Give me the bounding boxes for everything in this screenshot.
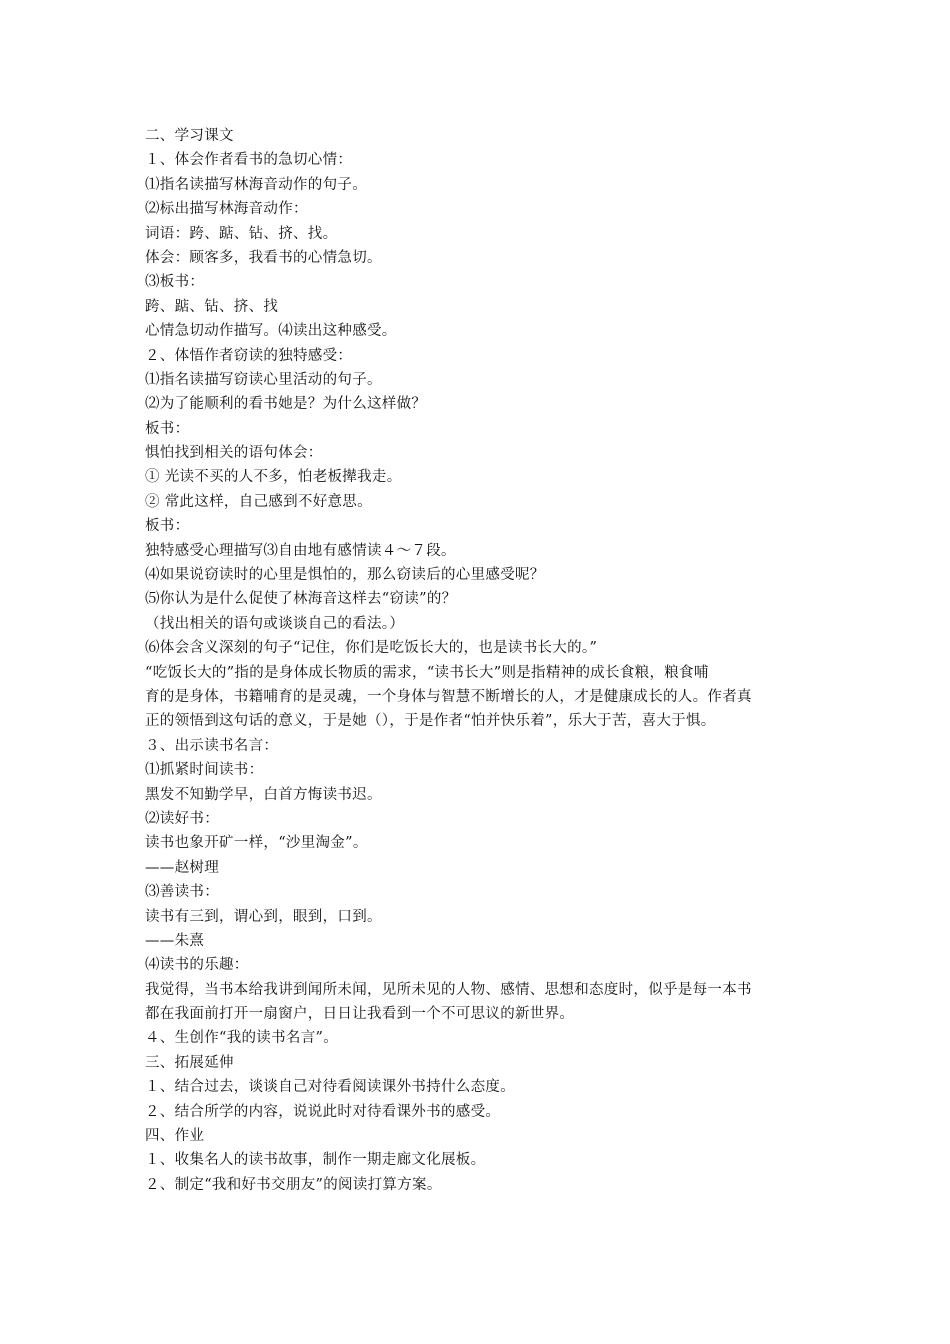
text-line: 惧怕找到相关的语句体会： bbox=[145, 445, 323, 462]
paragraph-reading-joy bbox=[145, 978, 810, 1027]
text-line: １、收集名人的读书故事，制作一期走廊文化展板。 bbox=[145, 1152, 486, 1169]
quote-author: ——赵树理 bbox=[145, 859, 219, 876]
paragraph-line: “吃饭长大的”指的是身体成长物质的需求，“读书长大”则是指精神的成长食粮，粮食哺 bbox=[145, 664, 709, 681]
section-heading-extension: 三、拓展延伸 bbox=[145, 1054, 234, 1071]
text-line: ３、出示读书名言： bbox=[145, 737, 279, 754]
text-line: ⑶板书： bbox=[145, 274, 205, 291]
paragraph-line: 都在我面前打开一扇窗户，日日让我看到一个不可思议的新世界。 bbox=[145, 1006, 575, 1023]
paragraph-line: 育的是身体，书籍哺育的是灵魂，一个身体与智慧不断增长的人，才是健康成长的人。作者真 bbox=[145, 688, 752, 705]
text-line: 读书也象开矿一样，“沙里淘金”。 bbox=[145, 835, 368, 852]
text-line: ⑷如果说窃读时的心里是惧怕的，那么窃读后的心里感受呢？ bbox=[145, 567, 545, 584]
text-line: ⑹体会含义深刻的句子“记住，你们是吃饭长大的，也是读书长大的。” bbox=[145, 640, 598, 657]
text-line: 读书有三到，谓心到，眼到，口到。 bbox=[145, 908, 382, 925]
text-line: 词语：跨、踮、钻、挤、找。 bbox=[145, 225, 338, 242]
text-line: ⑵读好书： bbox=[145, 810, 219, 827]
text-line: ⑷读书的乐趣： bbox=[145, 957, 249, 974]
paragraph-meaning bbox=[145, 661, 810, 734]
paragraph-line: 正的领悟到这句话的意义，于是她（），于是作者“怕并快乐着”，乐大于苦，喜大于惧。 bbox=[145, 713, 716, 730]
text-line: 跨、踮、钻、挤、找 bbox=[145, 298, 279, 315]
text-line: ２、体悟作者窃读的独特感受： bbox=[145, 347, 353, 364]
text-line: ⑶善读书： bbox=[145, 884, 219, 901]
text-line: ⑸你认为是什么促使了林海音这样去“窃读”的？ bbox=[145, 591, 457, 608]
text-line: ２、制定“我和好书交朋友”的阅读打算方案。 bbox=[145, 1176, 442, 1193]
text-line: 黑发不知勤学早，白首方悔读书迟。 bbox=[145, 786, 382, 803]
paragraph-line: 我觉得，当书本给我讲到闻所未闻，见所未见的人物、感情、思想和态度时，似乎是每一本书 bbox=[145, 981, 752, 998]
text-line: ４、生创作“我的读书名言”。 bbox=[145, 1030, 339, 1047]
text-line: １、体会作者看书的急切心情： bbox=[145, 152, 353, 169]
text-line: ⑴指名读描写林海音动作的句子。 bbox=[145, 176, 367, 193]
text-line: ⑵标出描写林海音动作： bbox=[145, 201, 308, 218]
document-body bbox=[145, 124, 810, 1197]
text-line: （找出相关的语句或谈谈自己的看法。） bbox=[145, 615, 405, 632]
section-heading-study-text: 二、学习课文 bbox=[145, 128, 234, 144]
text-line: ⑴抓紧时间读书： bbox=[145, 762, 264, 779]
text-line: ① 光读不买的人不多，怕老板撵我走。 bbox=[145, 469, 402, 486]
text-line: 板书： bbox=[145, 518, 190, 535]
text-line: 独特感受心理描写⑶自由地有感情读４～７段。 bbox=[145, 542, 456, 559]
text-line: 板书： bbox=[145, 420, 190, 437]
text-line: ② 常此这样，自己感到不好意思。 bbox=[145, 493, 372, 510]
text-line: ⑵为了能顺利的看书她是？为什么这样做？ bbox=[145, 396, 427, 413]
text-line: ⑴指名读描写窃读心里活动的句子。 bbox=[145, 371, 382, 388]
text-line: 体会：顾客多，我看书的心情急切。 bbox=[145, 249, 382, 266]
section-heading-homework: 四、作业 bbox=[145, 1128, 205, 1145]
text-line: ２、结合所学的内容，说说此时对待看课外书的感受。 bbox=[145, 1103, 501, 1120]
text-line: 心情急切动作描写。⑷读出这种感受。 bbox=[145, 323, 397, 340]
text-line: １、结合过去，谈谈自己对待看阅读课外书持什么态度。 bbox=[145, 1079, 515, 1096]
quote-author: ——朱熹 bbox=[145, 932, 205, 949]
